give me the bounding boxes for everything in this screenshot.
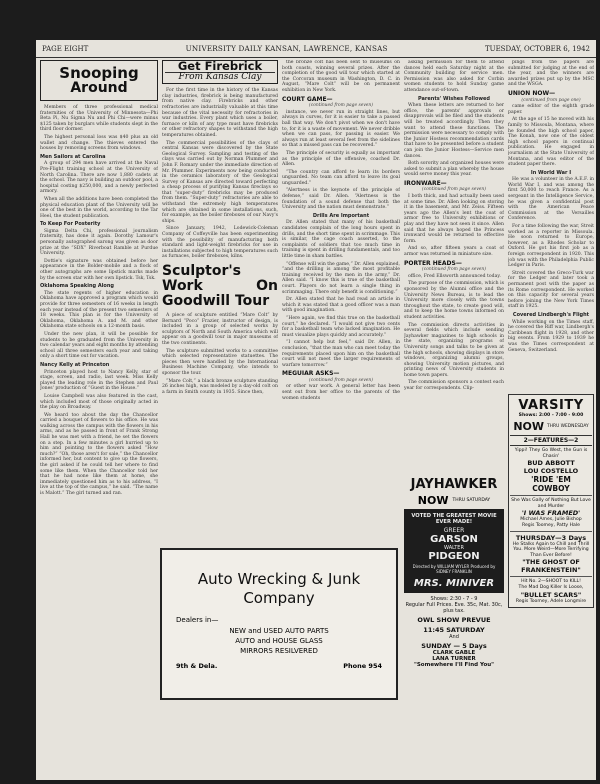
ad-address: 9th & Dela. bbox=[176, 662, 218, 670]
features-banner: 2—FEATURES—2 bbox=[510, 435, 592, 446]
paragraph: Louise Campbell was also featured in the cast, which included most of those originally acted in the play on Broadway. bbox=[40, 393, 158, 411]
subhead: Nancy Kelly at Princeton bbox=[40, 361, 110, 368]
ad-title-line2: Company bbox=[243, 589, 315, 607]
paragraph: Streit covered the Greco-Turk war for the Ledger and later took a permanent post with the paper as its Rome correspondent. He worked on this capacity for several years before joining the New York Times staff in 1925. bbox=[508, 270, 594, 310]
paragraph: “Offense will win the game,” Dr. Allen explained, “and the drilling is among the most profitable training received by the men in the army,” Dr. Allen said. “I know this is true of the basketball court. Players do not learn a single thing in scrimmaging. There only benefit is conditioning.” bbox=[282, 261, 400, 295]
paragraph: Dr. Allen stated that he had read an article in which it was stated that a good officer was a man with good imagination. bbox=[282, 297, 400, 314]
turner-line: LANA TURNER bbox=[432, 656, 476, 662]
paragraph: Since January, 1942, Lodewick-Coleman Company of Coffeyville has been experimenting with the possibility of manufacturing both standard and light-weight firebricks for use in installations subjected to high temperatures such as furnaces, boiler fireboxes, kilns. bbox=[162, 226, 278, 260]
subhead: Men Sailors at Carolina bbox=[40, 153, 106, 160]
paragraph: A group of 294 men have arrived at the Naval Pre-Flight training school at the University of North Carolina. There are now 1,880 cadets at the school. The navy is building an outdoor pool, a hospital costing $250,000, and a newly perfected armory. bbox=[40, 161, 158, 195]
continued-note: (continued from page seven) bbox=[309, 103, 373, 109]
varsity-shows: Shows: 2:00 - 7:00 - 9:00 bbox=[518, 413, 584, 418]
paragraph: He was a volunteer in the A.E.F. in World War I, and was among the first 50,000 to reach France. As a sergeant in the Intelligence Service, he was given a confidential post with the American Peace Commission at the Versailles Conference. bbox=[508, 177, 594, 222]
subhead: To Keep For Posterity bbox=[40, 221, 101, 228]
varsity-theater-ad bbox=[508, 394, 594, 608]
paragraph: The purpose of the commission, which is sponsored by the Alumni office and the University News Bureau, is to lead the University more closely with the towns throughout the state, to create good will, and to keep the home towns informed on student activities. bbox=[404, 281, 504, 320]
voted-line: VOTED THE GREATEST MOVIE EVER MADE! bbox=[411, 513, 497, 525]
ad-title bbox=[162, 570, 396, 608]
ride-em-line: 'RIDE 'EM bbox=[531, 475, 571, 485]
gally-line: She Was Gally of Nothing But Love and Murder bbox=[511, 498, 591, 509]
paragraph: When all the additions have been completed the physical education plant of the University will be one of the best in the world, according to the Tar Heel, the student publication. bbox=[40, 196, 158, 219]
paragraph: came editor of the eighth grade paper. bbox=[508, 104, 594, 115]
varsity-now-label: NOW bbox=[513, 420, 545, 433]
column-firebrick bbox=[162, 60, 278, 546]
paragraph: The commission sponsors a contest each year for correspondents. Clip- bbox=[404, 380, 504, 392]
gable-line: CLARK GABLE bbox=[432, 650, 476, 656]
directed-line: Directed by WILLIAM WYLER Produced by SIDNEY FRANKLIN bbox=[412, 564, 496, 574]
owl-time: 11:45 SATURDAY bbox=[423, 626, 485, 634]
paragraph: the bronze colt has been sent to museums on both coasts, winning several prizes. After the completion of the good will tour which started at the Corcoran museum in Washington, D. C. in August, “Mare Colt” will be on permanent exhibition in New York. bbox=[282, 60, 400, 93]
sunday-line: SUNDAY — 5 Days bbox=[421, 642, 487, 650]
paragraph: While working on the Times staff, he covered the Riff war, Lindbergh's Caribbean flight in 1928, and other big events. From 1929 to 1939 he was the Times correspondent at Geneva, Switzerland. bbox=[508, 319, 594, 353]
ad-title-line1: Auto Wrecking & Junk bbox=[197, 570, 361, 588]
paragraph: The commission directs activities in several fields which include sending Jayhawker magazines to high schools in the state, organizing programs of University songs and talks to be given at the high schools, showing displays in store windows, organizing alumni groups, showing University motion pictures, and printing news of University students in home town papers. bbox=[404, 322, 504, 378]
cowboy-line: COWBOY bbox=[532, 484, 570, 494]
jayhawker-theater-ad bbox=[404, 478, 504, 668]
paragraph: or other war work. A general letter has been sent out from her office to the parents of the women students bbox=[282, 384, 400, 401]
paragraph: When these letters are returned to her office, the parents' approvals or disapprovals will be filed and the students will be treated accordingly. Then they want to attend these functions. The permission were necessary to comply with the Junior Hostess recommendation cards that have to be presented before a student can join the Junior Hostess—Service men dances. bbox=[404, 103, 504, 159]
mrs-miniver-title: MRS. MINIVER bbox=[413, 578, 495, 589]
meguiar-heading: MEGUIAR ASKS— bbox=[282, 370, 340, 378]
mrs-miniver-poster bbox=[404, 509, 504, 593]
costello-line: LOU COSTELLO bbox=[523, 467, 579, 476]
paragraph: For the first time in the history of the Kansas clay industries, firebrick is being manufactured from native clay. Firebricks and other refractories are industrially valuable at this time because of the vital necessity for refractories in war industries. Every plant which uses a boiler, furnace or kiln of any type must have firebricks or other refractory shapes to withstand the high temperatures obtained. bbox=[162, 88, 278, 138]
paper-name: UNIVERSITY DAILY KANSAN, LAWRENCE, KANSAS bbox=[185, 44, 388, 53]
paragraph: The state regents of higher education in Oklahoma have approved a program which would provide for three semesters of 16 weeks in length each year instead of the present two semesters of 18 weeks. This plan is for the University of Oklahoma, Oklahoma A. and M. and other Oklahoma state schools on a 12-month basis. bbox=[40, 290, 158, 330]
firebrick-title: Get Firebrick bbox=[177, 60, 263, 73]
somewhere-line: "Somewhere I'll Find You" bbox=[413, 662, 494, 668]
paragraph: “The country can afford to learn its borders unguarded. No team can afford to leave its goal unguarded.” bbox=[282, 169, 400, 186]
continued-note: (continued from page seven) bbox=[422, 267, 486, 273]
paragraph: I both thick, and had actually been used at some time. Dr. Allen looking on storing it in the basement, and Mr. Zeiss. Fifteen years ago the Allen's lent the coat of armor free to University exhibitions or play and they have not seen it since. Allen said that he always hoped the Princess ironward would be returned to effective form. bbox=[404, 194, 504, 244]
column-union-now bbox=[508, 60, 594, 772]
paragraph: We heard too about the day the Chancellor carried a bouquet of flowers to his office. He was walking across the campus with the flowers in his arms, and as he passed in front of Frank Strong Hall he was met with a friend, he set the flowers on a step. In a few minutes a girl hurried up to him and pointing to the flowers asked “How much?” “Oh, those aren't for sale,” the Chancellor informed her, but content to give up the flowers, the girl asked if he could tell her where to find some like them. When the Chancellor told her that he had none like them at home, she immediately questioned him as to his address, “I live at the top of the campus,” he said. “The name is Malott.” The girl turned and ran. bbox=[40, 412, 158, 496]
frankenstein-line: FRANKENSTEIN" bbox=[521, 566, 581, 575]
around-title: Around bbox=[70, 80, 128, 96]
shows-line: Shows: 2:30 - 7 - 9 bbox=[430, 596, 478, 602]
divider bbox=[510, 576, 592, 577]
paragraph: Sigma Delta Chi, professional journalism fraternity, has done it again. Dorothy Lamour's personally autographed sarong was given as door prize at the “SDX” Riverboat Ramble at Purdue University. bbox=[40, 228, 158, 257]
paragraph: Dr. Allen stated that many of his basketball candidates complain of the long hours spent in drills, and the short time spent in scrimmage. This is similar, the cage coach asserted, to the complaints of soldiers that too much time in training is spent in drilling fundamentals, and too little time in sham battles. bbox=[282, 220, 400, 259]
paragraph: “Mare Colt,” a black bronze sculpture standing 26 inches high, was modeled by a day-old colt on a farm in Smith county in 1935. Since then, bbox=[162, 378, 278, 395]
abbott-line: BUD ABBOTT bbox=[527, 459, 575, 468]
snooping-title: Snooping bbox=[59, 64, 139, 82]
paragraph: At the age of 15 he moved with his family to Missoula, Montana, where he founded the high school paper, The Konah, now one of the oldest high school papers in continual publication. He engaged in journalism at the State University of Montana, and was editor of the student paper there. bbox=[508, 117, 594, 168]
paragraph: The principle of security is equally as important as the principle of the offensive, coached Dr. Allen. bbox=[282, 150, 400, 168]
ironware-heading: IRONWARE— bbox=[404, 179, 447, 187]
auto-wrecking-ad bbox=[160, 548, 398, 700]
toomey-line: Regis Toomey, Patty Hale bbox=[522, 522, 580, 528]
page-number: PAGE EIGHT bbox=[42, 44, 89, 53]
framed-title: 'I WAS FRAMED' bbox=[521, 509, 581, 518]
yippi-line: Yippi! They Go West, the Gun is Chasin' bbox=[514, 448, 588, 459]
ad-dealers-label: Dealers in— bbox=[176, 616, 219, 624]
subhead: Parents' Wishes Followed bbox=[418, 95, 490, 102]
thursday-line: THURSDAY—3 Days bbox=[515, 533, 587, 542]
ad-line: NEW and USED AUTO PARTS bbox=[229, 627, 329, 635]
jayhawker-title: JAYHAWKER bbox=[410, 477, 498, 492]
subhead: In World War I bbox=[530, 169, 572, 176]
paragraph: The sculpture submitted works to a committee which selected representative statuettes. The pieces then were handled by the International Business Machine Company, who intends to sponsor the tour. bbox=[162, 348, 278, 376]
garson-label: GARSON bbox=[430, 534, 478, 545]
paragraph: Dottie's signature was obtained before her appearance in the Bolder-mobile and a flock of other autographs are some lipstick marks made by the screen star with her own lipstick. Tsk, Tsk. bbox=[40, 258, 158, 281]
now-label: NOW bbox=[417, 494, 449, 507]
ghost-line: "THE GHOST OF bbox=[522, 558, 580, 567]
prices-line: Regular Full Prices. Eve. 35c, Mat. 30c, plus tax. bbox=[405, 602, 503, 614]
mad-dog-line: The Mad Dog Killer Is Loose, bbox=[518, 584, 584, 590]
chill-line: He Stalks Again to Chill and Thrill You. More Weird—More Terrifying Than Ever Before! bbox=[512, 541, 590, 558]
paragraph: office, Fred Ellsworth announced today. bbox=[408, 273, 501, 279]
paragraph: “Alertness is the keynote of the principle of defense,” said Dr. Allen. “Alertness is the foundation of a sound defense that both the University and the nation must demonstrate.” bbox=[282, 188, 400, 211]
continued-note: (continued from page seven) bbox=[309, 377, 373, 383]
paragraph: Under the new plan, it will be possible for students to be graduated from the University in two calendar years and eight months by attending school all three semesters each year and taking only a short time out for vacation. bbox=[40, 331, 158, 360]
paragraph: “I cannot help but feel,” said Dr. Allen, in conclusion, “that the man who can meet today the requirements placed upon him on the basketball court will not meet the larger requirements of warfare tomorrow.” bbox=[282, 340, 400, 368]
ad-footer bbox=[162, 656, 396, 670]
ames-line: Michael Ames, Julie Bishop bbox=[520, 517, 582, 523]
paragraph: The commercial possibilities of the clays of central Kansas were discovered by the State Geological Survey. Sampling and testing of the clays was carried out by Norman Plummer and John F. Romary under the immediate direction of Mr. Plummer. Experiments now being conducted in the ceramics laboratory of the Geological Survey of Kansas are directed toward perfecting a cheap process of purifying Kansas fireclays so that “super-duty” firebricks may be produced from them. “Super-duty” refractories are able to withstand the extremely high temperatures which are obtained in some installations, such, for example, as the boiler fireboxes of our Navy's ships. bbox=[162, 140, 278, 224]
varsity-title: VARSITY bbox=[518, 398, 584, 413]
divider bbox=[510, 495, 592, 496]
paragraph: pings from the papers are submitted for judging at the end of the year, and the winners are awarded prizes put up by the MSC and the WSGA. bbox=[508, 60, 594, 88]
paragraph: Princeton played host to Nancy Kelly, star of stage, screen, and radio, last week. Miss Kelly played the leading role in the Stephen and Paul Jones' production of “Guest in the House.” bbox=[40, 369, 158, 392]
column-5-text bbox=[508, 60, 594, 390]
walter-label: WALTER bbox=[444, 545, 464, 551]
masthead bbox=[36, 40, 596, 58]
ad-phone: Phone 954 bbox=[343, 662, 382, 670]
jayhawker-now bbox=[404, 494, 504, 507]
union-now-heading: UNION NOW— bbox=[508, 89, 556, 97]
newspaper-page bbox=[36, 40, 596, 780]
pidgeon-label: PIDGEON bbox=[428, 551, 480, 562]
ad-line: MIRRORS RESILVERED bbox=[240, 647, 318, 655]
varsity-now bbox=[510, 420, 592, 433]
ad-line: AUTO and HOUSE GLASS bbox=[235, 637, 323, 645]
greer-label: GREER bbox=[443, 527, 465, 534]
paragraph: instance, we never run in straight lines, but always in curves, for it is easier to take a passed ball that way. We don't pivot when we don't have to, for it is a waste of movement. We never dribble when we can pass, for passing is easier. We always run at least several feet from the sidelines so that a missed pass can be recovered.” bbox=[282, 109, 400, 149]
snooping-heading-box bbox=[40, 60, 158, 101]
subhead: Oklahoma Speaking Along bbox=[40, 283, 115, 290]
owl-show: OWL SHOW PREVUE bbox=[417, 616, 491, 624]
and-line: And bbox=[449, 634, 459, 640]
firebrick-subtitle: From Kansas Clay bbox=[165, 72, 275, 81]
varsity-thru-label: THRU WEDNESDAY bbox=[547, 424, 589, 429]
jayhawker-showtimes bbox=[404, 596, 504, 668]
paragraph: “Here again, we find this true on the basketball court,” he declared. “I would not give two cents for a basketball team who lacked imagination. He must visualize plays quickly and accurately.” bbox=[282, 315, 400, 338]
porter-heading: PORTER HEADS— bbox=[404, 259, 462, 267]
regis-line: Regis Toomey, Adele Longmire bbox=[515, 598, 587, 604]
divider bbox=[510, 531, 592, 532]
thru-label: THRU SATURDAY bbox=[452, 498, 491, 503]
column-parents bbox=[404, 60, 504, 772]
continued-note: (continued from page one) bbox=[521, 97, 581, 103]
hit-line: Hit No. 2—SHOOT to KILL! bbox=[521, 579, 581, 585]
firebrick-heading-box bbox=[162, 60, 278, 84]
column-4-text bbox=[404, 60, 504, 474]
paragraph: asking permission for them to attend dances held each Saturday night at the Community building for service men. Permission was also asked for Corbin women students to hold Sunday game attendance out-of-town. bbox=[404, 60, 504, 93]
court-game-heading: COURT GAME— bbox=[282, 95, 333, 103]
paragraph: And so, after fifteen years a coat of armor was returned in miniature size. bbox=[404, 246, 504, 257]
paragraph: Both sorority and organized houses were asked to submit a plan whereby the house would serve money this year. bbox=[404, 161, 504, 178]
paragraph: The highest personal loss was $40 plus an old wallet and change. The thieves entered the houses by removing screens from windows. bbox=[40, 134, 158, 152]
column-snooping bbox=[40, 60, 158, 772]
issue-date: TUESDAY, OCTOBER 6, 1942 bbox=[485, 44, 590, 53]
column-court-game bbox=[282, 60, 400, 546]
paragraph: A piece of sculpture entitled “Mare Colt” by Bernard “Poco” Frazier, instructor of design, is included in a group of selected works by sculptors of North and South America which will appear on a goodwill tour in major museums of the two continents. bbox=[162, 313, 278, 346]
paragraph: Members of three professional medical fraternities of the University of Minnesota—Phi Beta Pi, Nu Sigma Nu and Phi Chi—were minus $125 taken by burglars while students slept in the third floor dormer. bbox=[40, 105, 158, 133]
bullet-scars-title: "BULLET SCARS" bbox=[520, 590, 582, 599]
sculptor-headline: Sculptor's Work On Goodwill Tour bbox=[162, 263, 278, 309]
continued-note: (continued from page seven) bbox=[422, 187, 486, 193]
paragraph: For a time following the war, Streit worked as a reporter in Missoula. He soon returned to Europe, however, as a Rhodes Scholar to Oxford. He got his first job as a foreign correspondent in 1920. This job was with the Philadelphia Public Ledger in Paris. bbox=[508, 224, 594, 269]
subhead: Drills Are Important bbox=[312, 212, 370, 219]
subhead: Covered Lindbergh's Flight bbox=[512, 311, 590, 318]
